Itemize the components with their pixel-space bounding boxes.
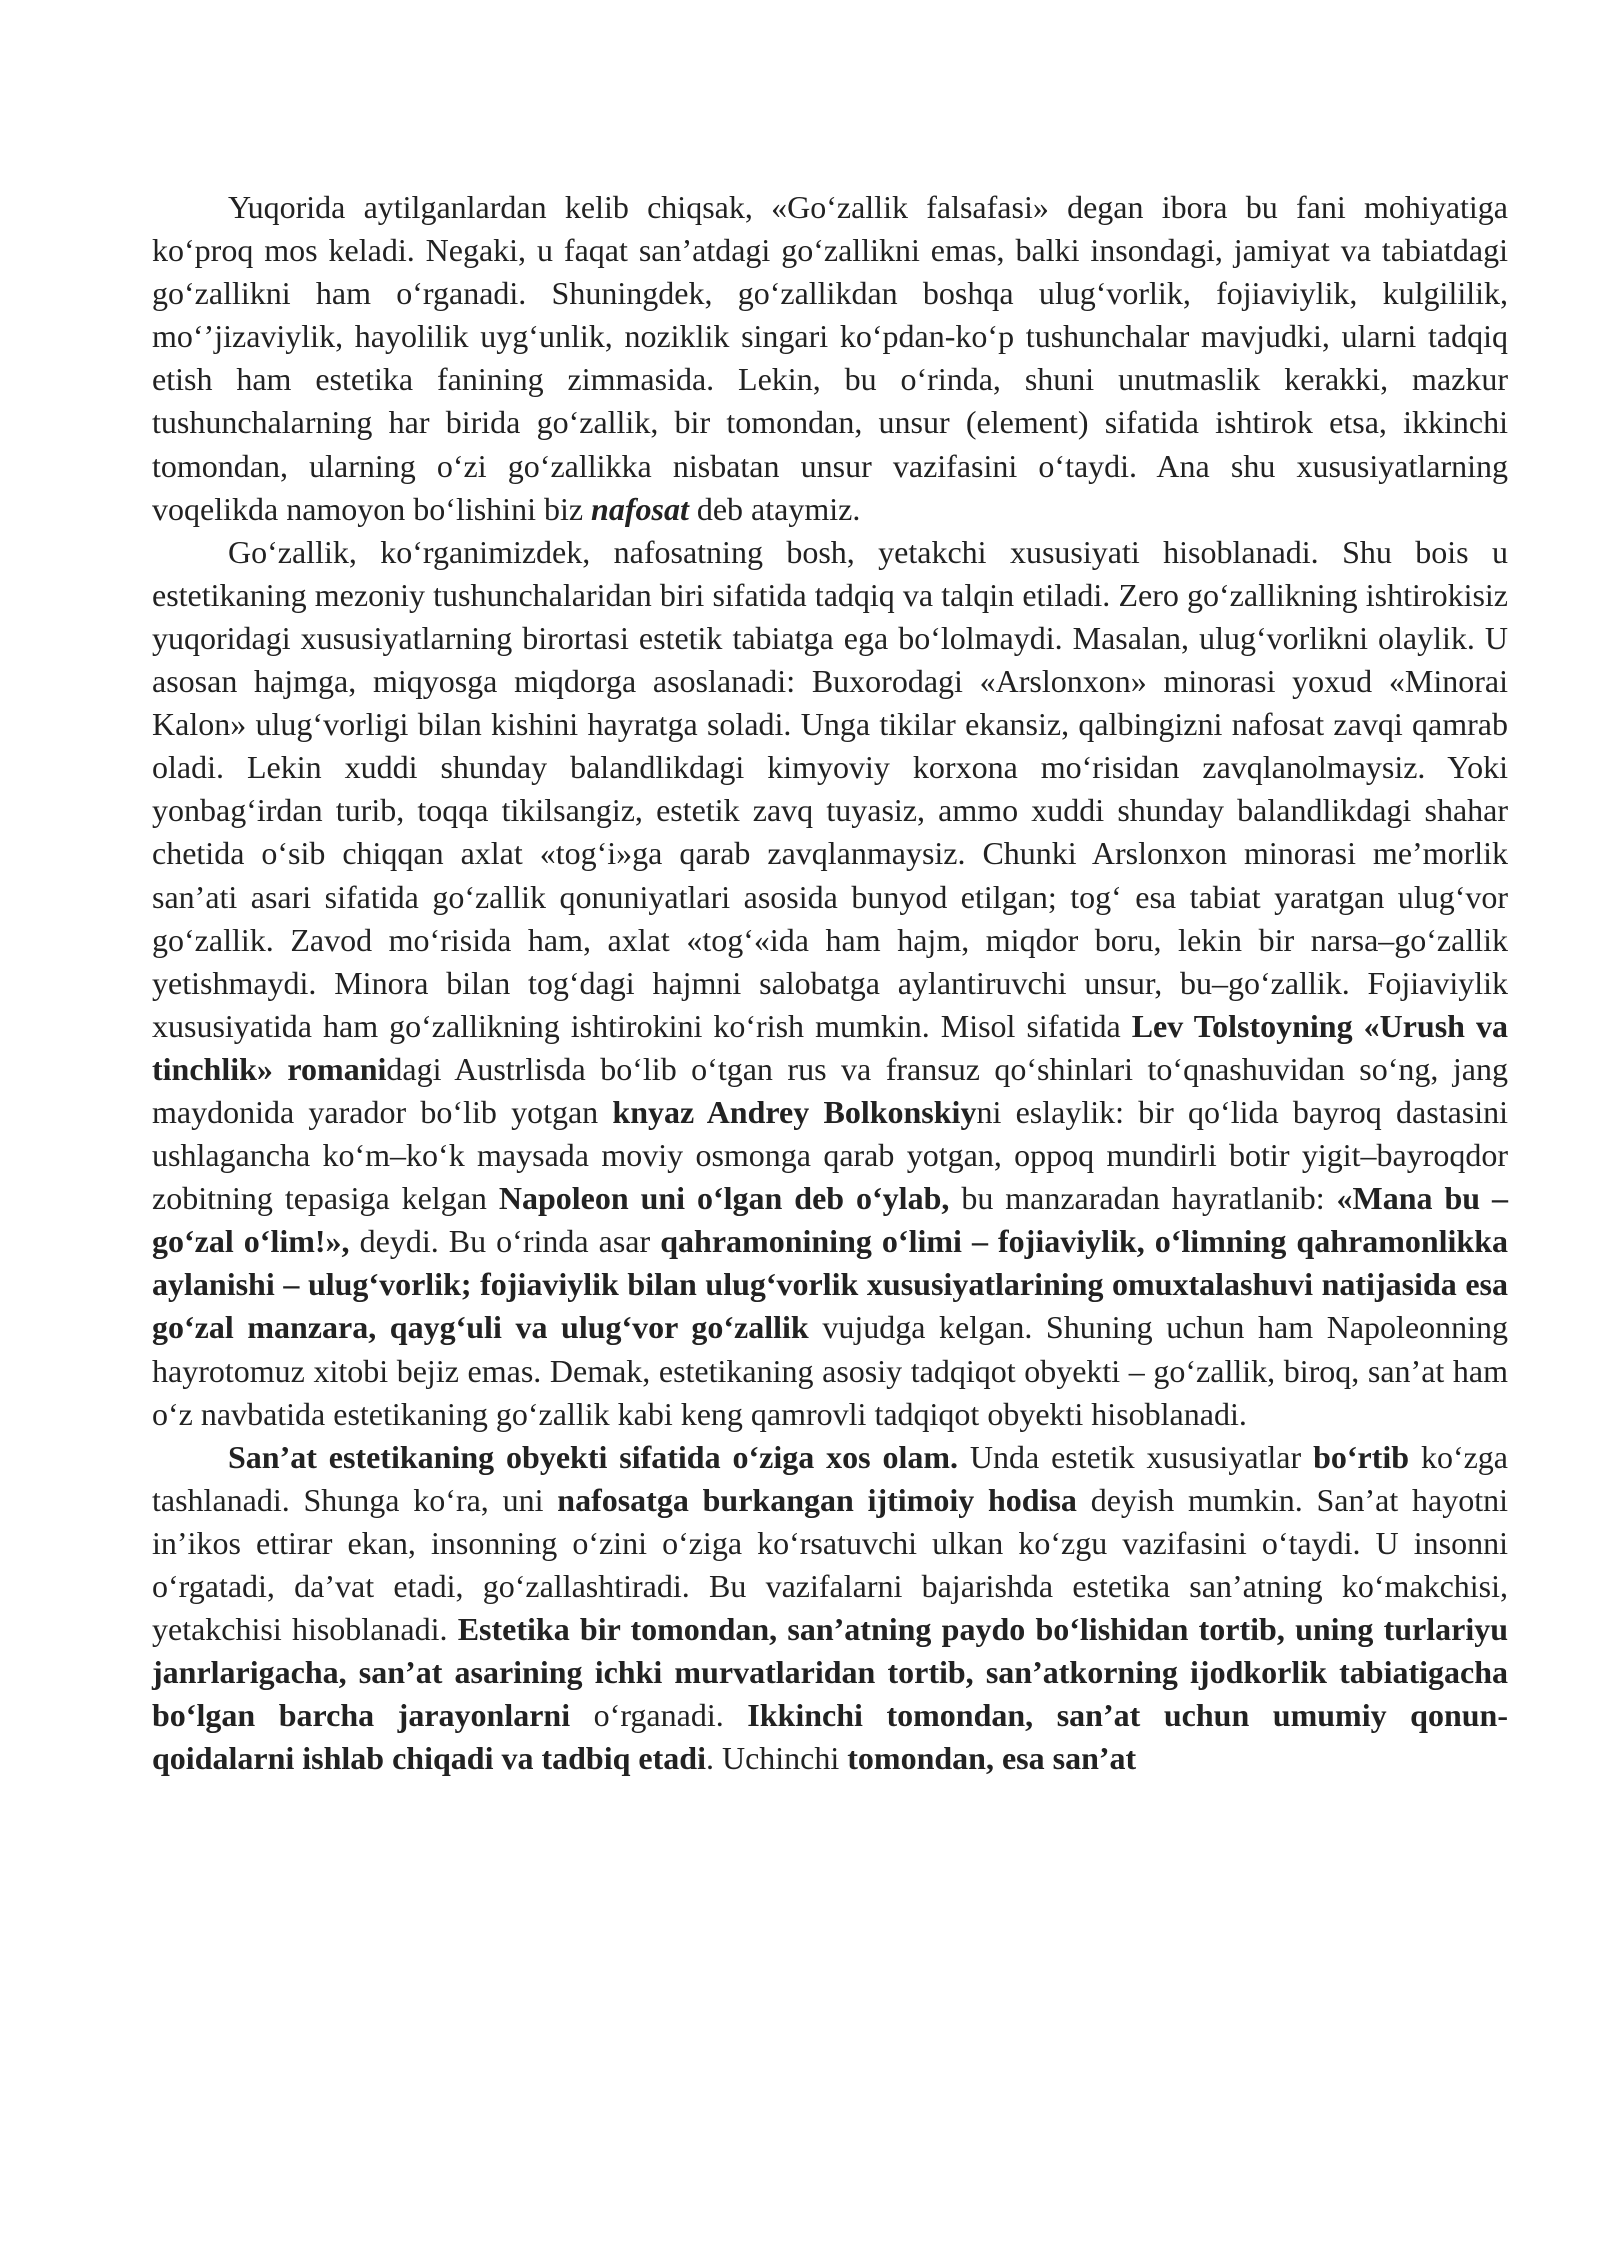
body-text: dagi Austrlisda bo‘lib o‘tgan rus va fransuz qo‘shinlari to‘qnashuvidan so‘ng, jang maydonida yarador bo‘lib yotgan bbox=[152, 1050, 1509, 1130]
body-text: deb ataymiz. bbox=[688, 490, 861, 527]
emphasis-text: bo‘rtib bbox=[1313, 1438, 1410, 1475]
emphasis-text: Napoleon uni o‘lgan deb o‘ylab, bbox=[498, 1180, 950, 1217]
paragraph-2 bbox=[152, 531, 1508, 1436]
emphasis-text: Lev Tolstoyning «Urush va tinchlik» romani bbox=[152, 1007, 1509, 1087]
paragraph-1 bbox=[152, 186, 1508, 531]
body-text: vujudga kelgan. Shuning uchun ham Napoleonning hayrotomuz xitobi bejiz emas. Demak, estetikaning asosiy tadqiqot obyekti – go‘zallik, biroq, san’at ham o‘z navbatida estetikaning go‘zallik kabi keng qamrovli tadqiqot obyekti hisoblanadi. bbox=[152, 1309, 1509, 1432]
body-text: deyish mumkin. San’at hayotni in’ikos ettirar ekan, insonning o‘zini o‘ziga ko‘rsatuvchi ulkan ko‘zgu vazifasini o‘taydi. U insonni o‘rgatadi, da’vat etadi, go‘zallashtiradi. Bu vazifalarni bajarishda estetika san’atning ko‘makchisi, yetakchisi hisoblanadi. bbox=[152, 1481, 1509, 1648]
body-text: ko‘zga tashlanadi. Shunga ko‘ra, uni bbox=[152, 1438, 1509, 1518]
body-text: . Uchinchi bbox=[705, 1740, 848, 1777]
emphasis-text: Ikkinchi tomondan, san’at uchun umumiy qonun-qoidalarni ishlab chiqadi va tadbiq etadi bbox=[152, 1697, 1509, 1777]
body-text: Go‘zallik, ko‘rganimizdek, nafosatning bosh, yetakchi xususiyati hisoblanadi. Shu bois u estetikaning mezoniy tushunchalaridan biri sifatida tadqiq va talqin etiladi. Zero go‘zallikning ishtirokisiz yuqoridagi xususiyatlarning birortasi estetik tabiatga ega bo‘lolmaydi. Masalan, ulug‘vorlikni olaylik. U asosan hajmga, miqyosga miqdorga asoslanadi: Buxorodagi «Arslonxon» minorasi yoxud «Minorai Kalon» ulug‘vorligi bilan kishini hayratga soladi. Unga tikilar ekansiz, qalbingizni nafosat zavqi qamrab oladi. Lekin xuddi shunday balandlikdagi kimyoviy korxona mo‘risidan zavqlanolmaysiz. Yoki yonbag‘irdan turib, toqqa tikilsangiz, estetik zavq tuyasiz, ammo xuddi shunday balandlikdagi shahar chetida o‘sib chiqqan axlat «tog‘i»ga qarab zavqlanmaysiz. Chunki Arslonxon minorasi me’morlik san’ati asari sifatida go‘zallik qonuniyatlari asosida bunyod etilgan; tog‘ esa tabiat yaratgan ulug‘vor go‘zallik. Zavod mo‘risida ham, axlat «tog‘«ida ham hajm, miqdor boru, lekin bir narsa–go‘zallik yetishmaydi. Minora bilan tog‘dagi hajmni salobatga aylantiruvchi unsur, bu–go‘zallik. Fojiaviylik xususiyatida ham go‘zallikning ishtirokini ko‘rish mumkin. Misol sifatida bbox=[152, 533, 1508, 1044]
body-text: o‘rganadi. bbox=[570, 1697, 748, 1734]
emphasis-text: qahramonining o‘limi – fojiaviylik, o‘limning qahramonlikka aylanishi – ulug‘vorlik; fojiaviylik bilan ulug‘vorlik xususiyatlarining omuxtalashuvi natijasida esa go‘zal manzara, qayg‘uli va ulug‘vor go‘zallik bbox=[152, 1223, 1509, 1346]
body-text: Unda estetik xususiyatlar bbox=[958, 1438, 1314, 1475]
document-page bbox=[152, 186, 1508, 1780]
emphasis-text: Estetika bir tomondan, san’atning paydo bo‘lishidan tortib, uning turlariyu janrlarigacha, san’at asarining ichki murvatlaridan tortib, san’atkorning ijodkorlik tabiatigacha bo‘lgan barcha jarayonlarni bbox=[152, 1611, 1508, 1734]
body-text: bu manzaradan hayratlanib: bbox=[949, 1180, 1337, 1217]
emphasis-text: nafosat bbox=[591, 490, 689, 527]
emphasis-text: «Mana bu – go‘zal o‘lim!», bbox=[152, 1180, 1509, 1260]
emphasis-text: San’at estetikaning obyekti sifatida o‘ziga xos olam. bbox=[228, 1438, 959, 1475]
emphasis-text: tomondan, esa san’at bbox=[847, 1740, 1137, 1777]
body-text: ni eslaylik: bir qo‘lida bayroq dastasini ushlagancha ko‘m–ko‘k maysada moviy osmonga qarab yotgan, oppoq mundirli botir yigit–bayroqdor zobitning tepasiga kelgan bbox=[152, 1093, 1509, 1217]
body-text: Yuqorida aytilganlardan kelib chiqsak, «Go‘zallik falsafasi» degan ibora bu fani mohiyatiga ko‘proq mos keladi. Negaki, u faqat san’atdagi go‘zallikni emas, balki insondagi, jamiyat va tabiatdagi go‘zallikni ham o‘rganadi. Shuningdek, go‘zallikdan boshqa ulug‘vorlik, fojiaviylik, kulgililik, mo‘’jizaviylik, hayolilik uyg‘unlik, noziklik singari ko‘pdan-ko‘p tushunchalar mavjudki, ularni tadqiq etish ham estetika fanining zimmasida. Lekin, bu o‘rinda, shuni unutmaslik kerakki, mazkur tushunchalarning har birida go‘zallik, bir tomondan, unsur (element) sifatida ishtirok etsa, ikkinchi tomondan, ularning o‘zi go‘zallikka nisbatan unsur vazifasini o‘taydi. Ana shu xususiyatlarning voqelikda namoyon bo‘lishini biz bbox=[152, 189, 1508, 527]
emphasis-text: nafosatga burkangan ijtimoiy hodisa bbox=[557, 1481, 1077, 1518]
body-text: deydi. Bu o‘rinda asar bbox=[349, 1223, 661, 1260]
paragraph-3 bbox=[152, 1436, 1508, 1781]
emphasis-text: knyaz Andrey Bolkonskiy bbox=[612, 1093, 977, 1130]
